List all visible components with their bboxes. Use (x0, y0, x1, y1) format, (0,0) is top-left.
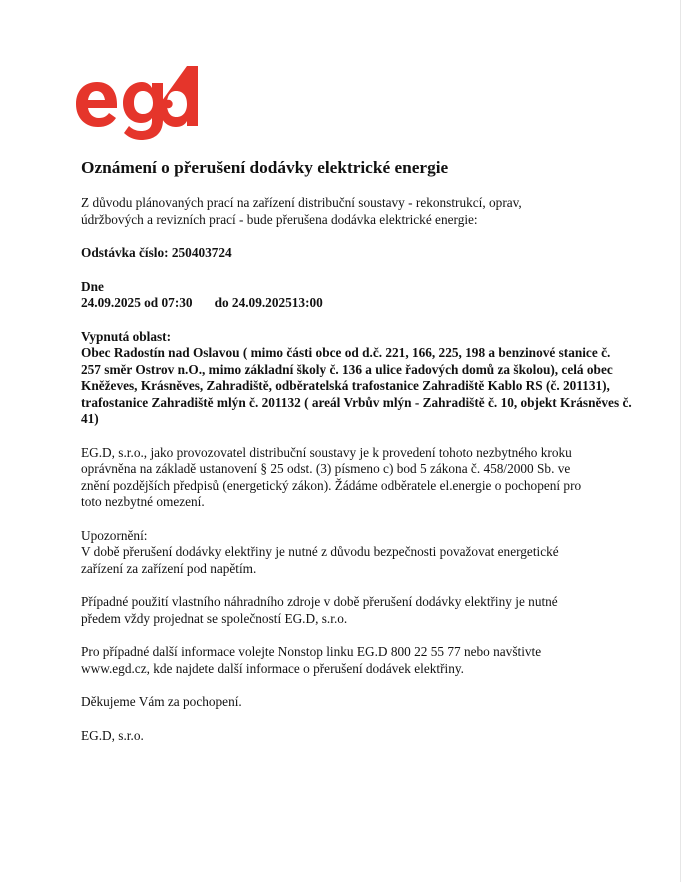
warning-line: V době přerušení dodávky elektřiny je nutné z důvodu bezpečnosti považovat energetické (81, 544, 559, 559)
area-line: Obec Radostín nad Oslavou ( mimo části obce od d.č. 221, 166, 225, 198 a benzinové stanice č. (81, 345, 611, 360)
intro-line: údržbových a revizních prací - bude přerušena dodávka elektrické energie: (81, 211, 478, 227)
generator-line: předem vždy projednat se společností EG.D, s.r.o. (81, 610, 348, 626)
warning-line: zařízení za zařízení pod napětím. (81, 560, 257, 576)
date-from: 24.09.2025 od 07:30 (81, 295, 193, 310)
logo-letter-e (76, 82, 117, 127)
notice-title: Oznámení o přerušení dodávky elektrické energie (81, 158, 449, 177)
warning-paragraph (81, 528, 651, 578)
date-block (81, 279, 651, 312)
logo-letter-g (123, 82, 163, 140)
notice-content (81, 157, 651, 761)
date-to: do 24.09.202513:00 (214, 295, 323, 310)
egd-logo (74, 64, 199, 140)
area-line: trafostanice Zahradiště mlýn č. 201132 ( areál Vrbův mlýn - Zahradiště č. 10, objekt Krásněves č. (81, 394, 632, 410)
area-line: 41) (81, 411, 99, 426)
info-line: www.egd.cz, kde najdete další informace o přerušení dodávek elektřiny. (81, 660, 464, 676)
info-paragraph (81, 644, 651, 677)
intro-paragraph (81, 195, 651, 228)
date-heading: Dne (81, 278, 104, 294)
logo-letter-d (159, 66, 198, 127)
area-block (81, 329, 651, 428)
legal-line: toto nezbytné omezení. (81, 494, 205, 509)
generator-line: Případné použití vlastního náhradního zdroje v době přerušení dodávky elektřiny je nutné (81, 594, 558, 609)
area-line: Kněževes, Krásněves, Zahradiště, odběratelská trafostanice Zahradiště Kablo RS (č. 201131), (81, 378, 610, 393)
area-line: 257 směr Ostrov n.O., mimo základní školy č. 136 a ulice řadových domů za školou), celá obec (81, 361, 613, 377)
generator-paragraph (81, 594, 651, 627)
info-line: Pro případné další informace volejte Nonstop linku EG.D 800 22 55 77 nebo navštivte (81, 644, 542, 659)
date-range (81, 295, 651, 312)
warning-heading: Upozornění: (81, 527, 148, 543)
thanks-line: Děkujeme Vám za pochopení. (81, 694, 242, 709)
legal-line: EG.D, s.r.o., jako provozovatel distribuční soustavy je k provedení tohoto nezbytného kroku (81, 444, 572, 460)
outage-number: Odstávka číslo: 250403724 (81, 245, 232, 260)
legal-line: oprávněna na základě ustanovení § 25 odst. (3) písmeno c) bod 5 zákona č. 458/2000 Sb. ve (81, 461, 571, 476)
legal-line: znění pozdějších předpisů (energetický zákon). Žádáme odběratele el.energie o pochopení pro (81, 477, 582, 493)
intro-line: Z důvodu plánovaných prací na zařízení distribuční soustavy - rekonstrukcí, oprav, (81, 195, 522, 210)
area-heading: Vypnutá oblast: (81, 328, 172, 344)
signature: EG.D, s.r.o. (81, 727, 144, 743)
legal-paragraph (81, 445, 651, 511)
